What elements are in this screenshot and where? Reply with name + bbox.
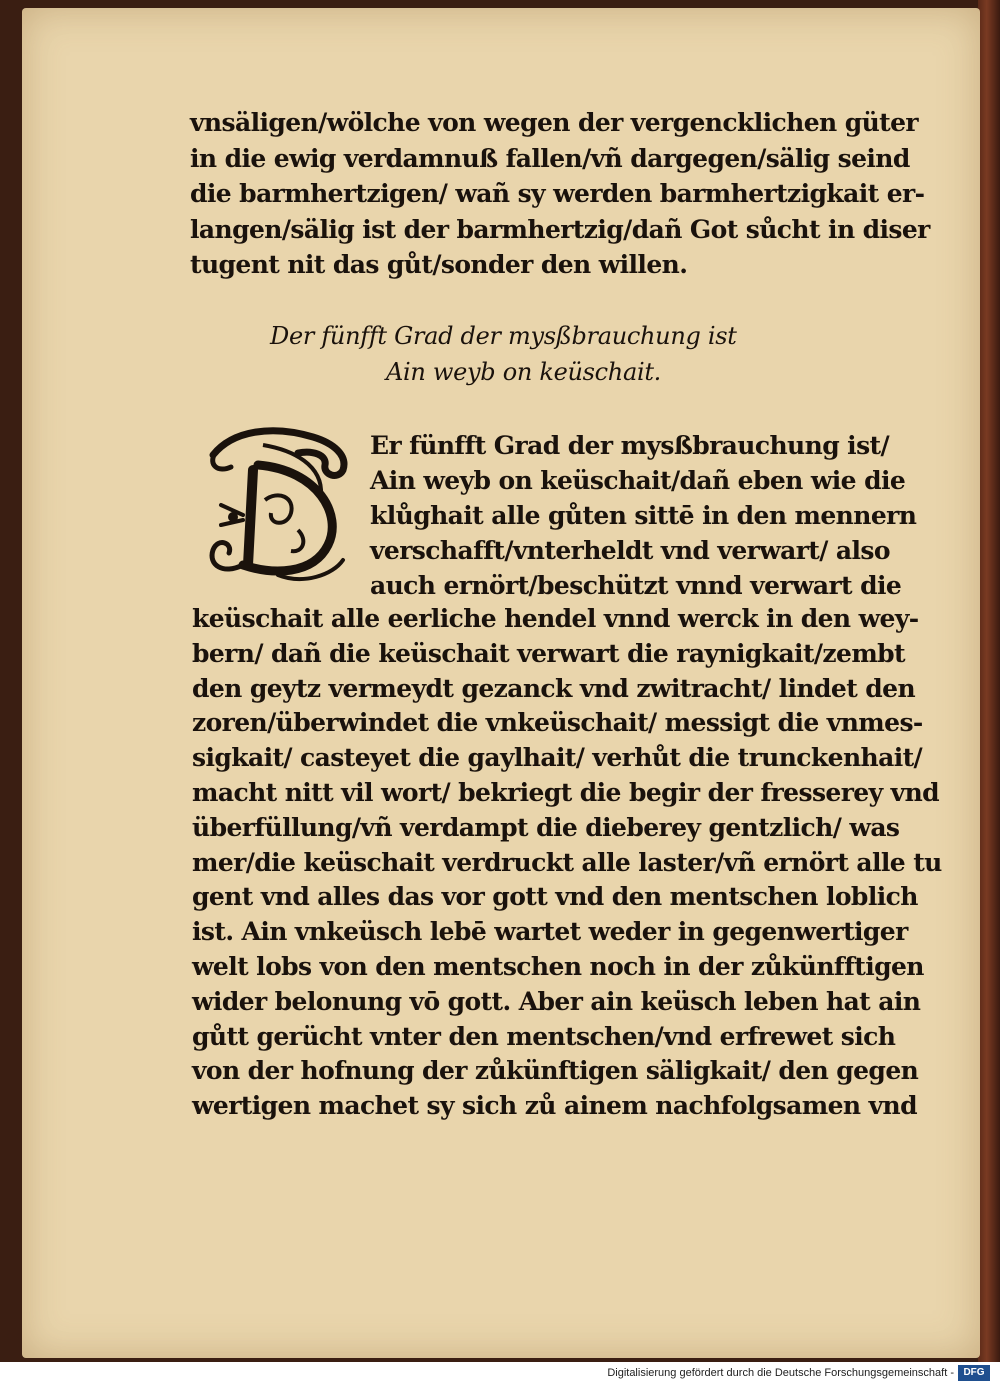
- decorated-initial: [203, 425, 353, 590]
- top-paragraph: [190, 105, 930, 283]
- text-line: langen/sälig ist der barmhertzig/dañ Got sůcht in diser: [190, 214, 930, 244]
- section-heading: [270, 318, 830, 390]
- text-line: überfüllung/vñ verdampt die dieberey gentzlich/ was: [192, 812, 900, 842]
- dfg-logo: DFG: [958, 1365, 990, 1381]
- book-edge: [978, 0, 1000, 1362]
- text-line: macht nitt vil wort/ bekriegt die begir der fresserey vnd: [192, 777, 940, 807]
- text-line: in die ewig verdamnuß fallen/vñ dargegen/sälig seind: [190, 143, 910, 173]
- decorated-initial-art: [203, 425, 353, 590]
- heading-line: Ain weyb on keüschait.: [386, 358, 662, 386]
- text-line: wertigen machet sy sich zů ainem nachfolgsamen vnd: [192, 1091, 917, 1121]
- text-line: zoren/überwindet die vnkeüschait/ messigt die vnmes-: [192, 708, 923, 738]
- text-line: die barmhertzigen/ wañ sy werden barmhertzigkait er-: [190, 179, 925, 208]
- text-line: mer/die keüschait verdruckt alle laster/vñ ernört alle tu: [192, 847, 942, 877]
- text-line: gent vnd alles das vor gott vnd den mentschen loblich: [192, 882, 918, 912]
- text-line: sigkait/ casteyet die gaylhait/ verhůt die trunckenhait/: [192, 743, 923, 773]
- text-line: ist. Ain vnkeüsch lebē wartet weder in gegenwertiger: [192, 917, 908, 947]
- text-line: welt lobs von den mentschen noch in der zůkünfftigen: [192, 951, 924, 981]
- heading-line: Der fünfft Grad der mysßbrauchung ist: [270, 322, 737, 350]
- text-line: klůghait alle gůten sittē in den mennern: [370, 501, 917, 530]
- text-line: gůtt gerücht vnter den mentschen/vnd erfrewet sich: [192, 1021, 896, 1051]
- text-line: von der hofnung der zůkünftigen säligkait/ den gegen: [192, 1056, 919, 1086]
- body-paragraph: [192, 602, 942, 1124]
- text-line: auch ernört/beschützt vnnd verwart die: [370, 571, 902, 600]
- dropcap-paragraph: [370, 428, 917, 603]
- text-line: wider belonung vō gott. Aber ain keüsch leben hat ain: [192, 986, 921, 1016]
- text-line: bern/ dañ die keüschait verwart die raynigkait/zembt: [192, 638, 906, 668]
- text-line: vnsäligen/wölche von wegen der vergencklichen güter: [190, 108, 918, 137]
- text-line: den geytz vermeydt gezanck vnd zwitracht/ lindet den: [192, 673, 916, 703]
- text-line: Er fünfft Grad der mysßbrauchung ist/: [370, 431, 890, 460]
- funding-notice: Digitalisierung gefördert durch die Deutsche Forschungsgemeinschaft -: [607, 1367, 954, 1379]
- text-line: Ain weyb on keüschait/dañ eben wie die: [370, 466, 906, 495]
- text-line: verschafft/vnterheldt vnd verwart/ also: [370, 536, 890, 565]
- text-line: tugent nit das gůt/sonder den willen.: [190, 250, 688, 279]
- footer-bar: [0, 1362, 1000, 1385]
- text-line: keüschait alle eerliche hendel vnnd werck in den wey-: [192, 604, 919, 633]
